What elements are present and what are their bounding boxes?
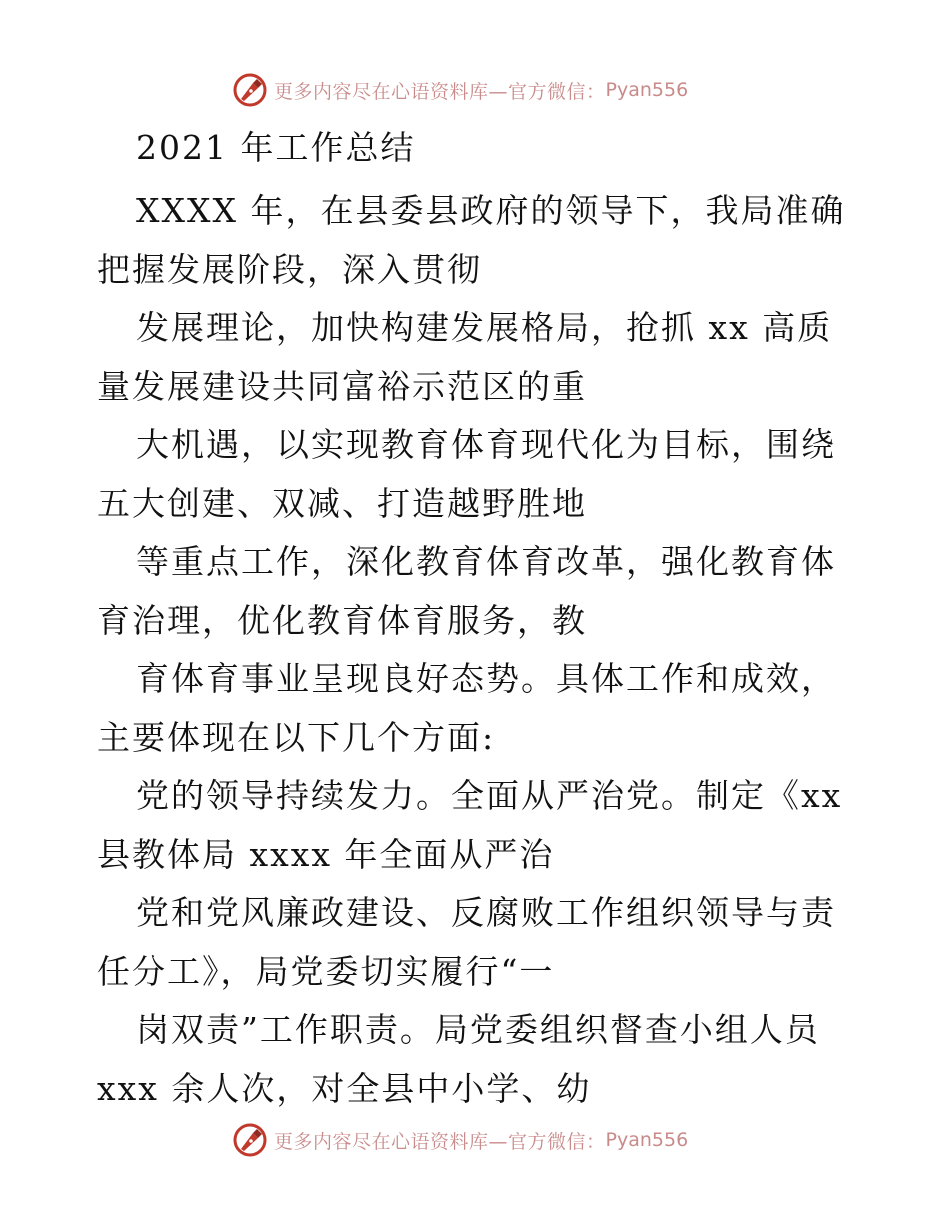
pen-nib-logo-icon (232, 1122, 268, 1158)
paragraph: 等重点工作，深化教育体育改革，强化教育体育治理，优化教育体育服务，教 (97, 542, 836, 640)
pen-nib-logo-icon (232, 72, 268, 108)
paragraph: 大机遇，以实现教育体育现代化为目标，围绕五大创建、双减、打造越野胜地 (97, 425, 836, 523)
watermark-wechat-id: Pyan556 (605, 79, 689, 101)
watermark-text: 更多内容尽在心语资料库—官方微信： (274, 1130, 606, 1153)
paragraph: 育体育事业呈现良好态势。具体工作和成效，主要体现在以下几个方面: (97, 659, 836, 757)
paragraph: 发展理论，加快构建发展格局，抢抓 xx 高质量发展建设共同富裕示范区的重 (97, 308, 833, 406)
watermark-text: 更多内容尽在心语资料库—官方微信： (274, 80, 606, 103)
watermark-wechat-id: Pyan556 (605, 1129, 689, 1151)
document-title: 2021 年工作总结 (136, 128, 416, 167)
paragraph: 岗双责”工作职责。局党委组织督查小组人员 xxx 余人次，对全县中小学、幼 (97, 1010, 820, 1108)
header-watermark (232, 70, 688, 110)
footer-watermark (232, 1120, 688, 1160)
paragraph: XXXX 年，在县委县政府的领导下，我局准确把握发展阶段，深入贯彻 (97, 191, 846, 289)
paragraph: 党的领导持续发力。全面从严治党。制定《xx 县教体局 xxxx 年全面从严治 (97, 776, 843, 874)
document-body (97, 182, 857, 1118)
paragraph: 党和党风廉政建设、反腐败工作组织领导与责任分工》，局党委切实履行“一 (97, 893, 836, 991)
